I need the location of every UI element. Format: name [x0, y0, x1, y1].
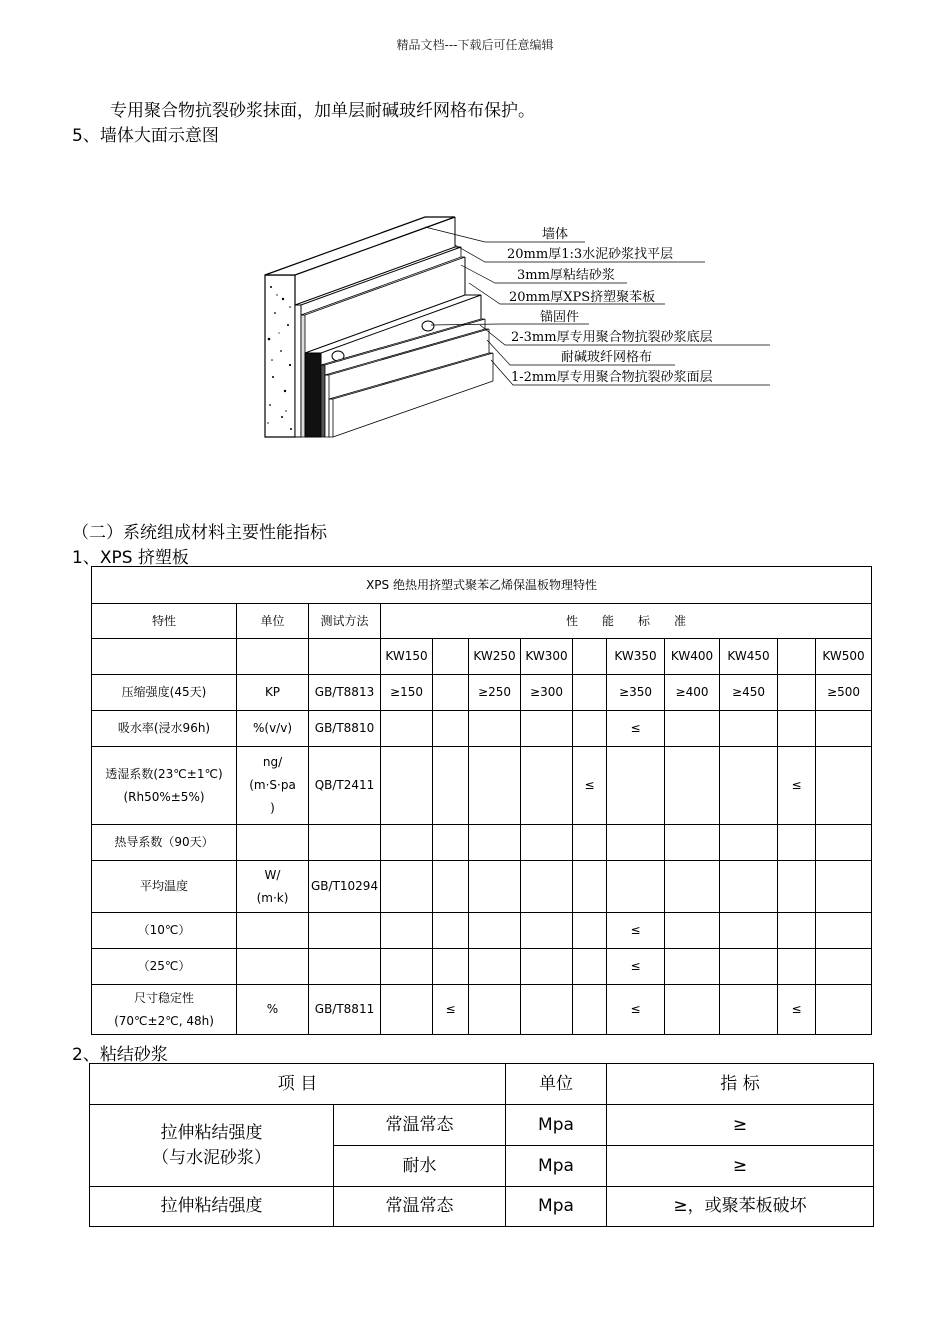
grade-cell: KW250	[469, 639, 521, 675]
section2-title: （二）系统组成材料主要性能指标	[72, 523, 327, 543]
section2-sub1: 1、XPS 挤塑板	[72, 548, 189, 568]
grade-cell	[433, 639, 469, 675]
table-row: 透湿系数(23℃±1℃) (Rh50%±5%) ng/ (m·S·pa ) QB/T2411 ≤ ≤	[92, 747, 872, 825]
adhesive-mortar-table	[89, 1063, 874, 1227]
label-adhesive: 3mm厚粘结砂浆	[517, 268, 615, 283]
wall-top-face	[265, 217, 455, 275]
table-row: 耐水 Mpa ≥	[90, 1146, 874, 1187]
table-row: 吸水率(浸水96h) %(v/v) GB/T8810 ≤	[92, 711, 872, 747]
grade-cell: KW300	[521, 639, 573, 675]
table-row: 尺寸稳定性 (70℃±2℃, 48h) % GB/T8811 ≤ ≤ ≤	[92, 985, 872, 1035]
table-row: 拉伸粘结强度 常温常态 Mpa ≥，或聚苯板破坏	[90, 1187, 874, 1227]
section2-sub2: 2、粘结砂浆	[72, 1045, 168, 1065]
label-wall: 墙体	[542, 227, 569, 242]
anchor-top	[422, 321, 434, 331]
label-finish: 1-2mm厚专用聚合物抗裂砂浆面层	[511, 370, 713, 385]
grade-cell	[778, 639, 816, 675]
table-row: （10℃） ≤	[92, 913, 872, 949]
finish-coat-layer	[329, 399, 333, 437]
table-row: （25℃） ≤	[92, 949, 872, 985]
label-anchor: 锚固件	[540, 310, 580, 325]
intro-line: 专用聚合物抗裂砂浆抹面，加单层耐碱玻纤网格布保护。	[110, 101, 535, 121]
wall-front-face	[265, 275, 295, 437]
grade-cell: KW450	[720, 639, 778, 675]
grade-cell	[573, 639, 607, 675]
th-method: 测试方法	[309, 604, 381, 639]
grade-cell: KW400	[665, 639, 720, 675]
label-leveling: 20mm厚1:3水泥砂浆找平层	[507, 247, 674, 262]
table-row: 热导系数（90天）	[92, 825, 872, 861]
page-header: 精品文档---下载后可任意编辑	[396, 38, 554, 52]
grade-cell: KW350	[607, 639, 665, 675]
table1-caption: XPS 绝热用挤塑式聚苯乙烯保温板物理特性	[92, 567, 872, 604]
adhesive-layer	[301, 315, 305, 437]
xps-board	[305, 353, 321, 437]
wall-diagram	[255, 215, 775, 455]
table-row: 拉伸粘结强度 （与水泥砂浆） 常温常态 Mpa ≥	[90, 1105, 874, 1146]
mesh-layer	[325, 375, 329, 437]
label-xps: 20mm厚XPS挤塑聚苯板	[509, 290, 656, 305]
leveling-layer	[295, 305, 301, 437]
th-unit: 单位	[506, 1064, 607, 1105]
table-row: 压缩强度(45天) KP GB/T8813 ≥150 ≥250 ≥300 ≥350 ≥400 ≥450 ≥500	[92, 675, 872, 711]
th-item: 项 目	[90, 1064, 506, 1105]
th-unit: 单位	[237, 604, 309, 639]
th-standard: 性 能 标 准	[381, 604, 872, 639]
th-index: 指 标	[607, 1064, 874, 1105]
xps-properties-table	[91, 566, 872, 1035]
grade-cell: KW500	[816, 639, 872, 675]
table-row	[92, 639, 872, 675]
table-row: 平均温度 W/ (m·k) GB/T10294	[92, 861, 872, 913]
grade-cell: KW150	[381, 639, 433, 675]
section-wall-title: 5、墙体大面示意图	[72, 126, 219, 146]
label-mesh: 耐碱玻纤网格布	[561, 350, 653, 365]
base-coat-layer	[321, 365, 325, 437]
th-property: 特性	[92, 604, 237, 639]
label-base-coat: 2-3mm厚专用聚合物抗裂砂浆底层	[511, 330, 713, 345]
